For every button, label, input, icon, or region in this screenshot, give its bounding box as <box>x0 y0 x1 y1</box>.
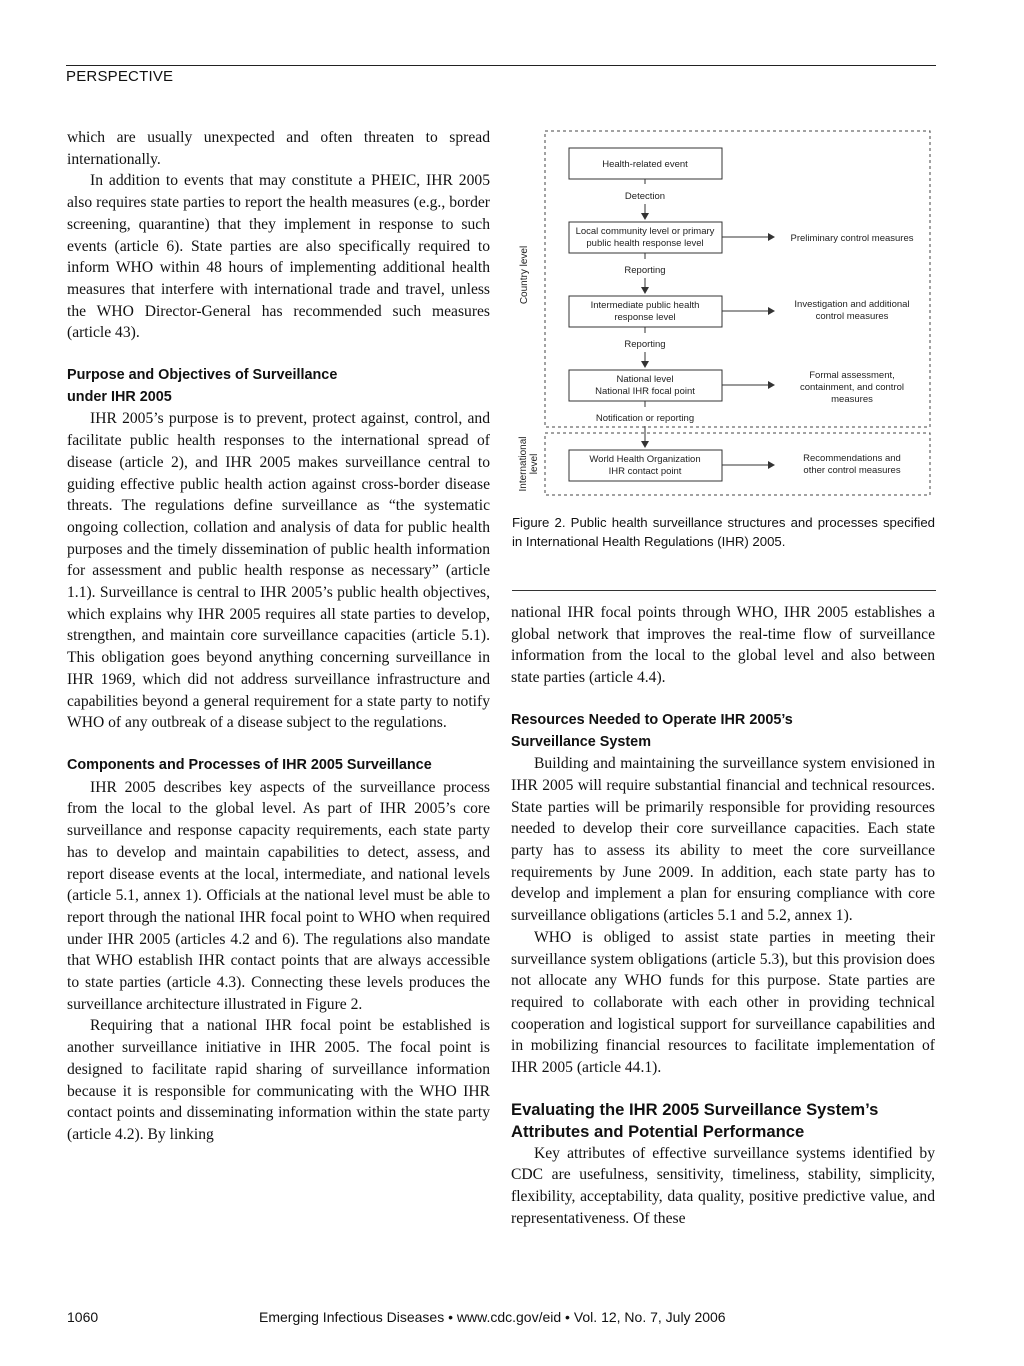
international-level-label: International <box>518 436 529 492</box>
section-heading-evaluating: Evaluating the IHR 2005 Surveillance System’s Attributes and Potential Performance <box>511 1099 879 1141</box>
figure-rule <box>512 590 936 591</box>
box-national-line2: National IHR focal point <box>595 386 695 397</box>
outcome-formal-line1: Formal assessment, <box>809 370 895 381</box>
paragraph: Building and maintaining the surveillance system envisioned in IHR 2005 will require substantial financial and technical resources. State parties will be primarily responsible for providing resources needed to develop their core surveillance capacities. Each state party has to assess its ability to meet the core surveillance requirements by June 2009. In addition, each state party has to develop and implement a plan for ensuring compliance with core surveillance obligations (articles 5.1 and 5.2, annex 1). <box>511 755 935 925</box>
paragraph: national IHR focal points through WHO, IHR 2005 establishes a global network that improves the real-time flow of surveillance information from the local to the global level and also between state parties (article 4.4). <box>511 604 935 687</box>
outcome-formal-line3: measures <box>831 394 873 405</box>
section-heading-purpose: Purpose and Objectives of Surveillance under IHR 2005 <box>67 367 338 405</box>
outcome-recommend-line1: Recommendations and <box>803 453 901 464</box>
section-heading-components: Components and Processes of IHR 2005 Surveillance <box>67 756 432 773</box>
left-column <box>67 127 490 1146</box>
box-who-line2: IHR contact point <box>608 466 682 477</box>
step-reporting-2: Reporting <box>624 339 666 350</box>
surveillance-flow-diagram <box>512 127 936 567</box>
page-number: 1060 <box>67 1309 99 1325</box>
paragraph: WHO is obliged to assist state parties in meeting their surveillance system obligations (article 5.3), but this provision does not allocate any WHO funds for this purpose. State parties are required to collaborate with each other in providing technical cooperation and logistical support for surveillance capabilities and in mobilizing financial resources to facilitate implementation of IHR 2005 (article 44.1). <box>511 928 935 1077</box>
journal-footer: Emerging Infectious Diseases • www.cdc.gov/eid • Vol. 12, No. 7, July 2006 <box>259 1309 726 1325</box>
international-level-label-2: level <box>529 453 540 475</box>
figure-caption: Figure 2. Public health surveillance structures and processes specified in International Health Regulations (IHR) 2005. <box>512 515 935 549</box>
step-reporting-1: Reporting <box>624 265 666 276</box>
box-health-event-label: Health-related event <box>602 159 688 170</box>
country-level-label: Country level <box>519 245 530 305</box>
outcome-investigation-line1: Investigation and additional <box>794 299 910 310</box>
step-detection: Detection <box>624 191 666 202</box>
box-who-line1: World Health Organization <box>589 454 701 465</box>
step-notification: Notification or reporting <box>595 413 695 424</box>
right-column <box>511 602 935 1230</box>
box-local-line1: Local community level or primary <box>575 226 715 237</box>
box-intermediate-line2: response level <box>614 312 676 323</box>
outcome-formal-line2: containment, and control <box>799 382 905 393</box>
outcome-investigation-line2: control measures <box>815 311 889 322</box>
box-local-line2: public health response level <box>586 238 704 249</box>
box-intermediate-line1: Intermediate public health <box>590 300 700 311</box>
box-national-line1: National level <box>616 374 674 385</box>
paragraph: Key attributes of effective surveillance systems identified by CDC are usefulness, sensitivity, timeliness, stability, simplicity, flexibility, acceptability, data quality, positive predictive value, and representativeness. Of these <box>511 1144 935 1227</box>
paragraph: which are usually unexpected and often threaten to spread internationally. <box>67 129 490 168</box>
paragraph: Requiring that a national IHR focal point be established is another surveillance initiative in IHR 2005. The focal point is designed to facilitate rapid sharing of surveillance information because it is responsible for communicating with the WHO IHR contact points and disseminating information within the state party (article 4.2). By linking <box>67 1017 490 1143</box>
paragraph: IHR 2005 describes key aspects of the surveillance process from the local to the global level. As part of IHR 2005’s core surveillance and response capacity requirements, each state party has to develop and maintain capabilities to detect, assess, and report disease events at the local, intermediate, and national levels (article 5.1, annex 1). Officials at the national level must be able to report through the national IHR focal point to WHO when required under IHR 2005 (articles 4.2 and 6). The regulations also mandate that WHO establish IHR contact points that are always accessible to state parties (article 4.3). Connecting these levels produces the surveillance architecture illustrated in Figure 2. <box>67 778 490 1013</box>
header-rule <box>66 65 936 66</box>
section-heading-resources: Resources Needed to Operate IHR 2005’s Surveillance System <box>511 711 793 750</box>
outcome-recommend-line2: other control measures <box>803 465 901 476</box>
paragraph: IHR 2005’s purpose is to prevent, protect against, control, and facilitate public health responses to the international spread of disease (article 2), and IHR 2005 makes surveillance central to guiding effective public health action against cross-border disease threats. The regulations define surveillance as “the systematic ongoing collection, collation and analysis of data for public health purposes and the timely dissemination of public health information for assessment and public health response as necessary” (article 1.1). Surveillance is central to IHR 2005’s public health objectives, which explains why IHR 2005 requires all state parties to develop, strengthen, and maintain core surveillance capacities (article 5.1). This obligation goes beyond anything concerning surveillance in IHR 1969, which did not address surveillance infrastructure and capabilities beyond a general requirement for a state party to notify WHO of any outbreak of a disease subject to the regulations. <box>67 410 490 732</box>
outcome-preliminary: Preliminary control measures <box>790 233 914 244</box>
running-head: PERSPECTIVE <box>66 68 174 85</box>
paragraph: In addition to events that may constitute a PHEIC, IHR 2005 also requires state parties to report the health measures (e.g., border screening, quarantine) that they implement in response to such events (article 6). State parties are also specifically required to inform WHO within 48 hours of implementing additional health measures that interfere with international trade and travel, unless the WHO Director-General has recommended such measures (article 43). <box>67 172 490 342</box>
